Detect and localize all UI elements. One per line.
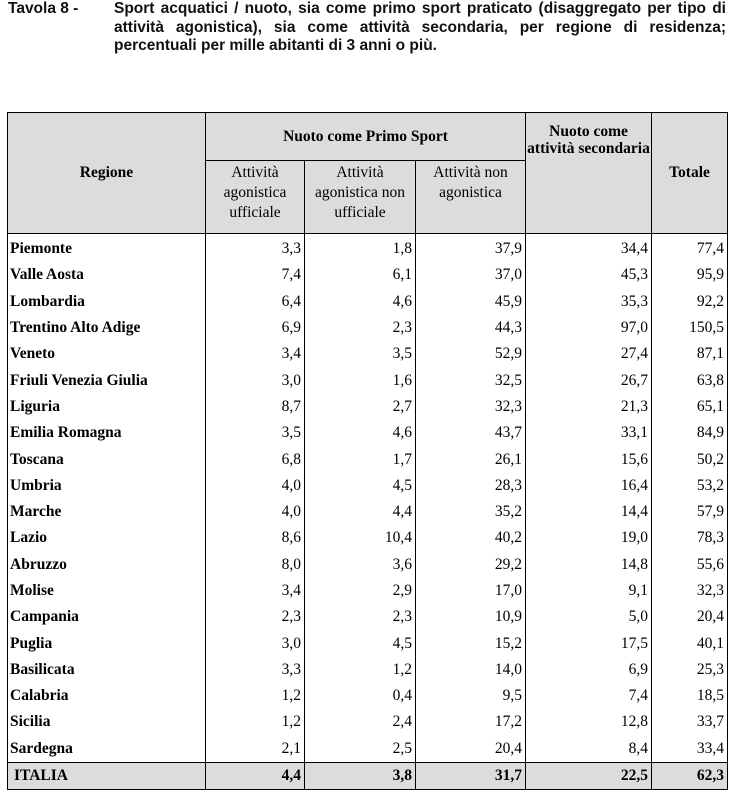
non-agonistica-cell: 28,3 xyxy=(416,473,526,499)
header-agonistica-ufficiale: Attività agonistica ufficiale xyxy=(206,161,305,234)
agonistica-ufficiale-cell: 3,3 xyxy=(206,657,305,683)
total-non-agonistica-cell: 31,7 xyxy=(416,762,526,789)
agonistica-non-ufficiale-cell: 4,4 xyxy=(305,499,416,525)
non-agonistica-cell: 32,3 xyxy=(416,394,526,420)
agonistica-non-ufficiale-cell: 1,6 xyxy=(305,367,416,393)
totale-cell: 40,1 xyxy=(652,630,728,656)
non-agonistica-cell: 10,9 xyxy=(416,604,526,630)
agonistica-ufficiale-cell: 3,4 xyxy=(206,578,305,604)
totale-cell: 92,2 xyxy=(652,289,728,315)
agonistica-non-ufficiale-cell: 4,6 xyxy=(305,289,416,315)
agonistica-non-ufficiale-cell: 2,9 xyxy=(305,578,416,604)
agonistica-non-ufficiale-cell: 3,5 xyxy=(305,341,416,367)
region-cell: Liguria xyxy=(8,394,206,420)
secondaria-cell: 5,0 xyxy=(526,604,652,630)
total-region-cell: ITALIA xyxy=(8,762,206,789)
totale-cell: 18,5 xyxy=(652,683,728,709)
agonistica-ufficiale-cell: 6,8 xyxy=(206,446,305,472)
totale-cell: 84,9 xyxy=(652,420,728,446)
agonistica-non-ufficiale-cell: 4,5 xyxy=(305,630,416,656)
non-agonistica-cell: 45,9 xyxy=(416,289,526,315)
agonistica-non-ufficiale-cell: 4,6 xyxy=(305,420,416,446)
header-regione: Regione xyxy=(8,113,206,234)
agonistica-ufficiale-cell: 3,3 xyxy=(206,234,305,263)
total-secondaria-cell: 22,5 xyxy=(526,762,652,789)
region-cell: Molise xyxy=(8,578,206,604)
non-agonistica-cell: 52,9 xyxy=(416,341,526,367)
agonistica-non-ufficiale-cell: 6,1 xyxy=(305,262,416,288)
totale-cell: 95,9 xyxy=(652,262,728,288)
table-row xyxy=(8,525,728,551)
table-row xyxy=(8,499,728,525)
table-row xyxy=(8,578,728,604)
region-cell: Toscana xyxy=(8,446,206,472)
non-agonistica-cell: 17,0 xyxy=(416,578,526,604)
totale-cell: 77,4 xyxy=(652,234,728,263)
agonistica-non-ufficiale-cell: 2,7 xyxy=(305,394,416,420)
agonistica-ufficiale-cell: 2,1 xyxy=(206,736,305,763)
non-agonistica-cell: 35,2 xyxy=(416,499,526,525)
table-row xyxy=(8,709,728,735)
totale-cell: 65,1 xyxy=(652,394,728,420)
non-agonistica-cell: 17,2 xyxy=(416,709,526,735)
region-cell: Marche xyxy=(8,499,206,525)
secondaria-cell: 14,8 xyxy=(526,552,652,578)
secondaria-cell: 14,4 xyxy=(526,499,652,525)
caption-text: Sport acquatici / nuoto, sia come primo sport praticato (disaggregato per tipo di attività agonistica), sia come attività secondaria, per regione di residenza; percentuali per mille abitanti di 3 anni o più. xyxy=(114,0,726,54)
region-cell: Calabria xyxy=(8,683,206,709)
table-row xyxy=(8,315,728,341)
table-row xyxy=(8,420,728,446)
non-agonistica-cell: 44,3 xyxy=(416,315,526,341)
secondaria-cell: 17,5 xyxy=(526,630,652,656)
agonistica-non-ufficiale-cell: 10,4 xyxy=(305,525,416,551)
agonistica-ufficiale-cell: 7,4 xyxy=(206,262,305,288)
header-primo-sport: Nuoto come Primo Sport xyxy=(206,113,526,161)
secondaria-cell: 16,4 xyxy=(526,473,652,499)
secondaria-cell: 12,8 xyxy=(526,709,652,735)
secondaria-cell: 34,4 xyxy=(526,234,652,263)
secondaria-cell: 45,3 xyxy=(526,262,652,288)
agonistica-ufficiale-cell: 2,3 xyxy=(206,604,305,630)
region-cell: Lazio xyxy=(8,525,206,551)
table-row xyxy=(8,683,728,709)
table-row xyxy=(8,473,728,499)
agonistica-non-ufficiale-cell: 2,4 xyxy=(305,709,416,735)
header-secondaria: Nuoto come attività secondaria xyxy=(526,113,652,234)
table-row xyxy=(8,234,728,263)
caption-label: Tavola 8 - xyxy=(8,0,79,17)
totale-cell: 25,3 xyxy=(652,657,728,683)
agonistica-ufficiale-cell: 8,6 xyxy=(206,525,305,551)
agonistica-non-ufficiale-cell: 0,4 xyxy=(305,683,416,709)
non-agonistica-cell: 37,9 xyxy=(416,234,526,263)
secondaria-cell: 26,7 xyxy=(526,367,652,393)
totale-cell: 87,1 xyxy=(652,341,728,367)
non-agonistica-cell: 14,0 xyxy=(416,657,526,683)
agonistica-ufficiale-cell: 1,2 xyxy=(206,709,305,735)
header-totale: Totale xyxy=(652,113,728,234)
agonistica-non-ufficiale-cell: 2,3 xyxy=(305,604,416,630)
agonistica-ufficiale-cell: 8,0 xyxy=(206,552,305,578)
secondaria-cell: 33,1 xyxy=(526,420,652,446)
totale-cell: 57,9 xyxy=(652,499,728,525)
region-cell: Emilia Romagna xyxy=(8,420,206,446)
totale-cell: 63,8 xyxy=(652,367,728,393)
table-body xyxy=(8,234,728,790)
table-row xyxy=(8,446,728,472)
table-row xyxy=(8,367,728,393)
region-cell: Campania xyxy=(8,604,206,630)
non-agonistica-cell: 29,2 xyxy=(416,552,526,578)
agonistica-ufficiale-cell: 3,5 xyxy=(206,420,305,446)
agonistica-non-ufficiale-cell: 1,8 xyxy=(305,234,416,263)
agonistica-non-ufficiale-cell: 2,3 xyxy=(305,315,416,341)
non-agonistica-cell: 43,7 xyxy=(416,420,526,446)
secondaria-cell: 27,4 xyxy=(526,341,652,367)
region-cell: Piemonte xyxy=(8,234,206,263)
totale-cell: 33,4 xyxy=(652,736,728,763)
region-cell: Friuli Venezia Giulia xyxy=(8,367,206,393)
agonistica-ufficiale-cell: 6,9 xyxy=(206,315,305,341)
totale-cell: 53,2 xyxy=(652,473,728,499)
secondaria-cell: 7,4 xyxy=(526,683,652,709)
agonistica-non-ufficiale-cell: 1,2 xyxy=(305,657,416,683)
totale-cell: 33,7 xyxy=(652,709,728,735)
region-cell: Sardegna xyxy=(8,736,206,763)
non-agonistica-cell: 15,2 xyxy=(416,630,526,656)
non-agonistica-cell: 32,5 xyxy=(416,367,526,393)
table-row xyxy=(8,736,728,763)
header-non-agonistica: Attività non agonistica xyxy=(416,161,526,234)
table-row xyxy=(8,552,728,578)
total-agonistica-non-ufficiale-cell: 3,8 xyxy=(305,762,416,789)
totale-cell: 150,5 xyxy=(652,315,728,341)
region-cell: Abruzzo xyxy=(8,552,206,578)
agonistica-non-ufficiale-cell: 1,7 xyxy=(305,446,416,472)
table-row xyxy=(8,341,728,367)
region-cell: Trentino Alto Adige xyxy=(8,315,206,341)
table-row xyxy=(8,289,728,315)
agonistica-non-ufficiale-cell: 4,5 xyxy=(305,473,416,499)
totale-cell: 78,3 xyxy=(652,525,728,551)
non-agonistica-cell: 37,0 xyxy=(416,262,526,288)
agonistica-ufficiale-cell: 6,4 xyxy=(206,289,305,315)
totale-cell: 20,4 xyxy=(652,604,728,630)
region-cell: Veneto xyxy=(8,341,206,367)
secondaria-cell: 8,4 xyxy=(526,736,652,763)
region-cell: Basilicata xyxy=(8,657,206,683)
data-table xyxy=(7,112,728,790)
agonistica-ufficiale-cell: 3,0 xyxy=(206,630,305,656)
agonistica-ufficiale-cell: 4,0 xyxy=(206,499,305,525)
region-cell: Umbria xyxy=(8,473,206,499)
agonistica-ufficiale-cell: 1,2 xyxy=(206,683,305,709)
agonistica-ufficiale-cell: 8,7 xyxy=(206,394,305,420)
non-agonistica-cell: 20,4 xyxy=(416,736,526,763)
totale-cell: 32,3 xyxy=(652,578,728,604)
region-cell: Puglia xyxy=(8,630,206,656)
totale-cell: 50,2 xyxy=(652,446,728,472)
table-row xyxy=(8,262,728,288)
secondaria-cell: 15,6 xyxy=(526,446,652,472)
region-cell: Sicilia xyxy=(8,709,206,735)
table-row xyxy=(8,604,728,630)
table-row xyxy=(8,630,728,656)
non-agonistica-cell: 40,2 xyxy=(416,525,526,551)
agonistica-non-ufficiale-cell: 2,5 xyxy=(305,736,416,763)
total-agonistica-ufficiale-cell: 4,4 xyxy=(206,762,305,789)
region-cell: Valle Aosta xyxy=(8,262,206,288)
non-agonistica-cell: 9,5 xyxy=(416,683,526,709)
agonistica-ufficiale-cell: 3,4 xyxy=(206,341,305,367)
table-row xyxy=(8,394,728,420)
agonistica-ufficiale-cell: 3,0 xyxy=(206,367,305,393)
total-row xyxy=(8,762,728,789)
total-totale-cell: 62,3 xyxy=(652,762,728,789)
region-cell: Lombardia xyxy=(8,289,206,315)
secondaria-cell: 19,0 xyxy=(526,525,652,551)
secondaria-cell: 9,1 xyxy=(526,578,652,604)
secondaria-cell: 6,9 xyxy=(526,657,652,683)
secondaria-cell: 21,3 xyxy=(526,394,652,420)
header-agonistica-non-ufficiale: Attività agonistica non ufficiale xyxy=(305,161,416,234)
secondaria-cell: 35,3 xyxy=(526,289,652,315)
table-row xyxy=(8,657,728,683)
non-agonistica-cell: 26,1 xyxy=(416,446,526,472)
secondaria-cell: 97,0 xyxy=(526,315,652,341)
totale-cell: 55,6 xyxy=(652,552,728,578)
agonistica-ufficiale-cell: 4,0 xyxy=(206,473,305,499)
agonistica-non-ufficiale-cell: 3,6 xyxy=(305,552,416,578)
